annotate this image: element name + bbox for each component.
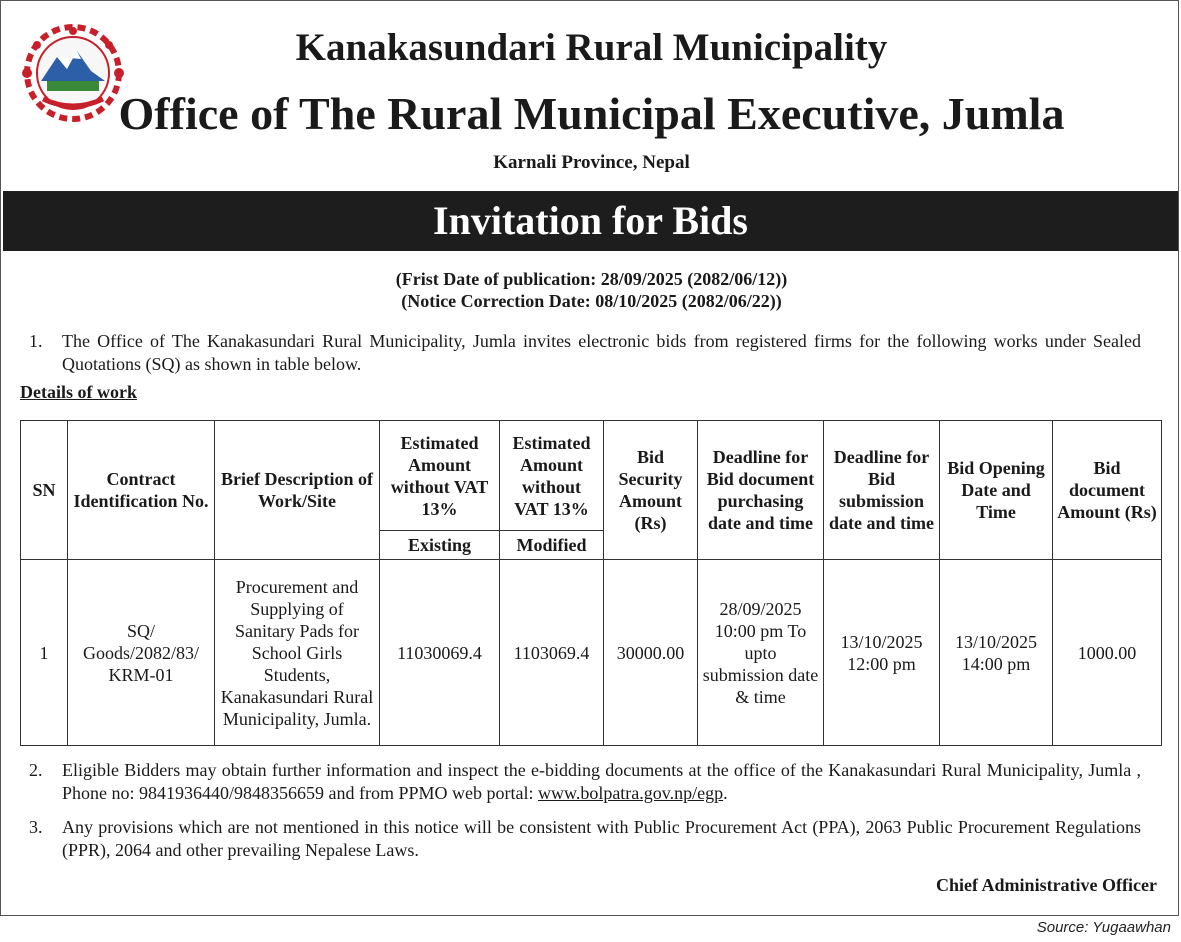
header-estimated-modified: Estimated Amount without VAT 13% <box>500 421 604 531</box>
header-contract: Contract Identification No. <box>68 421 215 560</box>
office-name: Office of The Rural Municipal Executive, Jumla <box>118 88 1065 139</box>
cell-description: Procurement and Supplying of Sanitary Pads for School Girls Students, Kanakasundari Rural Municipality, Jumla. <box>215 560 380 746</box>
header-bid-security: Bid Security Amount (Rs) <box>604 421 698 560</box>
subheader-existing: Existing <box>380 531 500 560</box>
cell-estimated-existing: 11030069.4 <box>380 560 500 746</box>
cell-deadline-submission: 13/10/2025 12:00 pm <box>824 560 940 746</box>
paragraph-number: 3. <box>29 817 43 837</box>
header-sn: SN <box>21 421 68 560</box>
header-description: Brief Description of Work/Site <box>215 421 380 560</box>
cell-deadline-purchase: 28/09/2025 10:00 pm To upto submission date & time <box>698 560 824 746</box>
signatory-title: Chief Administrative Officer <box>936 875 1157 895</box>
details-heading: Details of work <box>20 382 137 402</box>
correction-date: (Notice Correction Date: 08/10/2025 (2082/06/22)) <box>401 291 782 311</box>
paragraph-text-before: Eligible Bidders may obtain further information and inspect the e-bidding documents at the office of the Kanakasundari Rural Municipality, Jumla , Phone no: 9841936440/9848356659 and from PPMO web portal: <box>62 760 1141 803</box>
paragraph-text: The Office of The Kanakasundari Rural Municipality, Jumla invites electronic bids from registered firms for the following works under Sealed Quotations (SQ) as shown in table below. <box>62 331 1141 374</box>
municipality-name: Kanakasundari Rural Municipality <box>295 26 888 69</box>
paragraph-text: Any provisions which are not mentioned in this notice will be consistent with Public Procurement Act (PPA), 2063 Public Procurement Regulations (PPR), 2064 and other prevailing Nepalese Laws. <box>62 817 1141 860</box>
paragraph-number: 2. <box>29 760 43 780</box>
publication-date: (Frist Date of publication: 28/09/2025 (2082/06/12)) <box>395 269 788 289</box>
paragraph-3 <box>29 816 1141 862</box>
header-deadline-purchase: Deadline for Bid document purchasing date and time <box>698 421 824 560</box>
header-document-amount: Bid document Amount (Rs) <box>1053 421 1162 560</box>
cell-estimated-modified: 1103069.4 <box>500 560 604 746</box>
cell-document-amount: 1000.00 <box>1053 560 1162 746</box>
cell-sn: 1 <box>21 560 68 746</box>
ppmo-portal-link[interactable]: www.bolpatra.gov.np/egp <box>537 783 724 803</box>
header-deadline-submission: Deadline for Bid submission date and time <box>824 421 940 560</box>
header-estimated-existing: Estimated Amount without VAT 13% <box>380 421 500 531</box>
header-bid-opening: Bid Opening Date and Time <box>940 421 1053 560</box>
paragraph-1 <box>29 330 1141 376</box>
paragraph-text-after: . <box>723 783 728 803</box>
table-row <box>21 560 1162 746</box>
paragraph-text <box>62 759 1141 805</box>
cell-contract: SQ/ Goods/2082/83/ KRM-01 <box>68 560 215 746</box>
works-table <box>20 420 1162 746</box>
paragraph-2 <box>29 759 1141 805</box>
subheader-modified: Modified <box>500 531 604 560</box>
province-line: Karnali Province, Nepal <box>493 152 690 173</box>
paragraph-number: 1. <box>29 331 43 351</box>
source-credit: Source: Yugaawhan <box>1036 919 1171 936</box>
cell-bid-opening: 13/10/2025 14:00 pm <box>940 560 1053 746</box>
notice-title-banner: Invitation for Bids <box>3 191 1178 251</box>
cell-bid-security: 30000.00 <box>604 560 698 746</box>
